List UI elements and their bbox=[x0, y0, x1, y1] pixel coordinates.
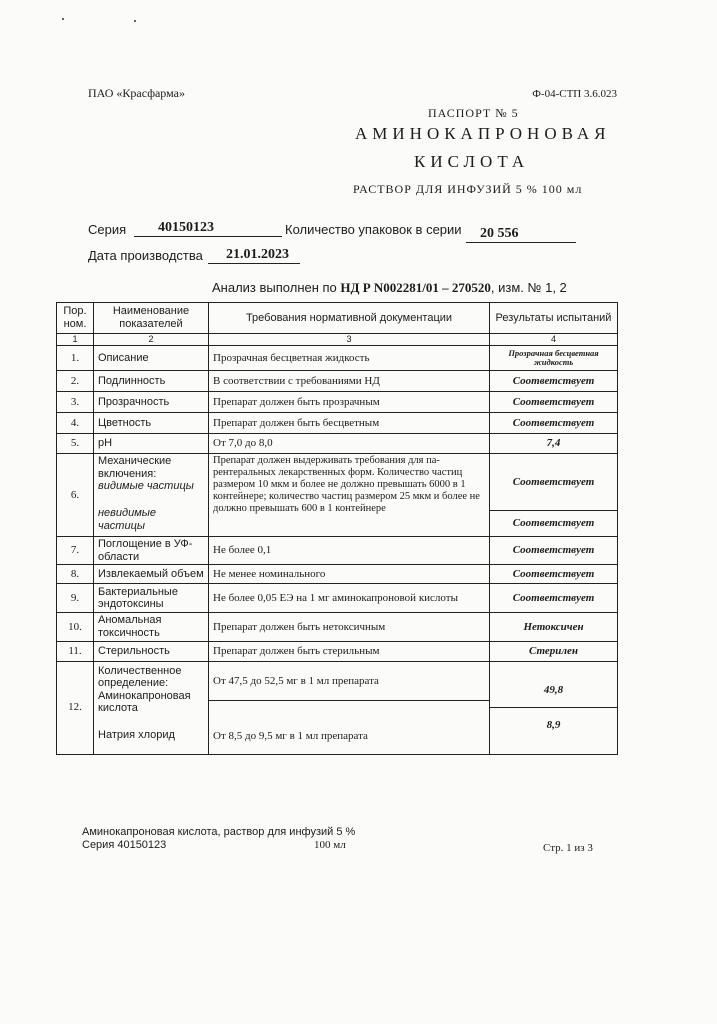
table-row bbox=[57, 661, 618, 754]
indicator-title: Количественное определение: Аминокапроновая кислота bbox=[98, 664, 191, 715]
row-indicator: Аномальная токсичность bbox=[94, 613, 209, 641]
row-requirement: Препарат должен выдерживать требования для па-рентеральных лекарственных форм. Количество частиц размером 10 мкм и более не должно превышать 6000 в 1 контейнере; количество частиц размером 25 мкм и более не должно превышать 600 в 1 контейнере bbox=[209, 454, 490, 537]
row-result: 7,4 bbox=[490, 434, 618, 454]
row-result: 8,9 bbox=[546, 718, 561, 731]
spacer bbox=[98, 715, 204, 729]
row-requirement: От 7,0 до 8,0 bbox=[209, 434, 490, 454]
title-line-2: КИСЛОТА bbox=[414, 152, 530, 171]
table-header-row bbox=[57, 303, 618, 334]
row-result: Соответствует bbox=[490, 371, 618, 392]
speck-mark bbox=[134, 20, 136, 22]
spacer bbox=[98, 493, 204, 507]
row-result: Соответствует bbox=[512, 517, 595, 529]
row-requirement: Не менее номинального bbox=[209, 565, 490, 584]
row-indicator: Описание bbox=[94, 346, 209, 371]
quantity-value: 20 556 bbox=[466, 226, 576, 243]
header-num: Пор. ном. bbox=[57, 303, 94, 334]
row-result: Соответствует bbox=[490, 584, 618, 613]
table-row bbox=[57, 392, 618, 413]
row-indicator bbox=[94, 454, 209, 537]
row-requirement: Не более 0,05 ЕЭ на 1 мг аминокапроновой кислоты bbox=[209, 584, 490, 613]
row-num: 11. bbox=[57, 641, 94, 661]
speck-mark bbox=[62, 18, 64, 20]
table-row bbox=[57, 641, 618, 661]
row-num: 10. bbox=[57, 613, 94, 641]
row-num: 1. bbox=[57, 346, 94, 371]
table-row bbox=[57, 565, 618, 584]
row-requirement-split bbox=[209, 661, 490, 754]
col-number: 3 bbox=[209, 334, 490, 346]
row-requirement: Препарат должен быть прозрачным bbox=[209, 392, 490, 413]
row-num: 4. bbox=[57, 413, 94, 434]
company-name: ПАО «Красфарма» bbox=[88, 86, 185, 100]
indicator-sub-visible: видимые частицы bbox=[98, 480, 194, 493]
date-label: Дата производства bbox=[88, 248, 203, 263]
row-indicator: Подлинность bbox=[94, 371, 209, 392]
row-num: 9. bbox=[57, 584, 94, 613]
row-result: Прозрачная бесцветная жидкость bbox=[490, 346, 618, 371]
column-number-row bbox=[57, 334, 618, 346]
analysis-standard: НД Р N002281/01 – 270520 bbox=[340, 280, 491, 295]
row-result: Стерилен bbox=[490, 641, 618, 661]
row-indicator bbox=[94, 661, 209, 754]
footer-product: Аминокапроновая кислота, раствор для инфузий 5 % bbox=[82, 826, 356, 838]
analysis-suffix: , изм. № 1, 2 bbox=[490, 280, 567, 295]
row-num: 5. bbox=[57, 434, 94, 454]
table-row bbox=[57, 454, 618, 537]
col-number: 4 bbox=[490, 334, 618, 346]
table-row bbox=[57, 613, 618, 641]
row-indicator: pH bbox=[94, 434, 209, 454]
analysis-statement bbox=[212, 280, 567, 296]
analysis-prefix: Анализ выполнен по bbox=[212, 280, 337, 295]
row-num: 7. bbox=[57, 537, 94, 565]
col-number: 1 bbox=[57, 334, 94, 346]
row-result-split bbox=[490, 454, 618, 537]
title-line-1: АМИНОКАПРОНОВАЯ bbox=[355, 124, 611, 143]
col-number: 2 bbox=[94, 334, 209, 346]
passport-number: ПАСПОРТ № 5 bbox=[428, 106, 519, 120]
form-code: Ф-04-СТП 3.6.023 bbox=[532, 88, 617, 100]
row-result: 49,8 bbox=[490, 662, 617, 708]
header-result: Результаты испытаний bbox=[490, 303, 618, 334]
table-row bbox=[57, 413, 618, 434]
table-row bbox=[57, 346, 618, 371]
indicator-sub: Натрия хлорид bbox=[98, 729, 175, 742]
row-requirement: Препарат должен быть нетоксичным bbox=[209, 613, 490, 641]
row-num: 8. bbox=[57, 565, 94, 584]
row-result: Соответствует bbox=[490, 413, 618, 434]
footer-series: Серия 40150123 bbox=[82, 839, 167, 851]
row-result: Соответствует bbox=[490, 537, 618, 565]
date-value: 21.01.2023 bbox=[208, 247, 300, 264]
row-requirement: Препарат должен быть стерильным bbox=[209, 641, 490, 661]
row-indicator: Стерильность bbox=[94, 641, 209, 661]
row-indicator: Извлекаемый объем bbox=[94, 565, 209, 584]
header-name: Наименование показателей bbox=[94, 303, 209, 334]
row-result: Соответствует bbox=[490, 454, 617, 511]
table-row bbox=[57, 584, 618, 613]
indicator-title: Механические включения: bbox=[98, 455, 172, 480]
row-requirement: От 8,5 до 9,5 мг в 1 мл препарата bbox=[213, 729, 368, 742]
row-result-split bbox=[490, 661, 618, 754]
subtitle: РАСТВОР ДЛЯ ИНФУЗИЙ 5 % 100 мл bbox=[353, 182, 583, 196]
footer-volume: 100 мл bbox=[314, 839, 346, 851]
row-result: Нетоксичен bbox=[490, 613, 618, 641]
row-result: Соответствует bbox=[490, 392, 618, 413]
series-label: Серия bbox=[88, 222, 127, 237]
row-indicator: Прозрачность bbox=[94, 392, 209, 413]
row-indicator: Цветность bbox=[94, 413, 209, 434]
row-indicator: Поглощение в УФ-области bbox=[94, 537, 209, 565]
header-req: Требования нормативной документации bbox=[209, 303, 490, 334]
results-table bbox=[56, 302, 618, 755]
row-requirement: Прозрачная бесцветная жидкость bbox=[209, 346, 490, 371]
row-indicator: Бактериальные эндотоксины bbox=[94, 584, 209, 613]
row-num: 12. bbox=[57, 661, 94, 754]
table-row bbox=[57, 537, 618, 565]
row-requirement: Препарат должен быть бесцветным bbox=[209, 413, 490, 434]
page-number: Стр. 1 из 3 bbox=[543, 842, 593, 854]
row-requirement: Не более 0,1 bbox=[209, 537, 490, 565]
row-num: 6. bbox=[57, 454, 94, 537]
row-requirement: В соответствии с требованиями НД bbox=[209, 371, 490, 392]
quantity-label: Количество упаковок в серии bbox=[285, 222, 462, 237]
table-row bbox=[57, 371, 618, 392]
row-requirement: От 47,5 до 52,5 мг в 1 мл препарата bbox=[209, 662, 489, 701]
row-result: Соответствует bbox=[490, 565, 618, 584]
row-num: 2. bbox=[57, 371, 94, 392]
table-row bbox=[57, 434, 618, 454]
series-value: 40150123 bbox=[134, 220, 282, 237]
row-num: 3. bbox=[57, 392, 94, 413]
indicator-sub-invisible: невидимые частицы bbox=[98, 506, 156, 532]
